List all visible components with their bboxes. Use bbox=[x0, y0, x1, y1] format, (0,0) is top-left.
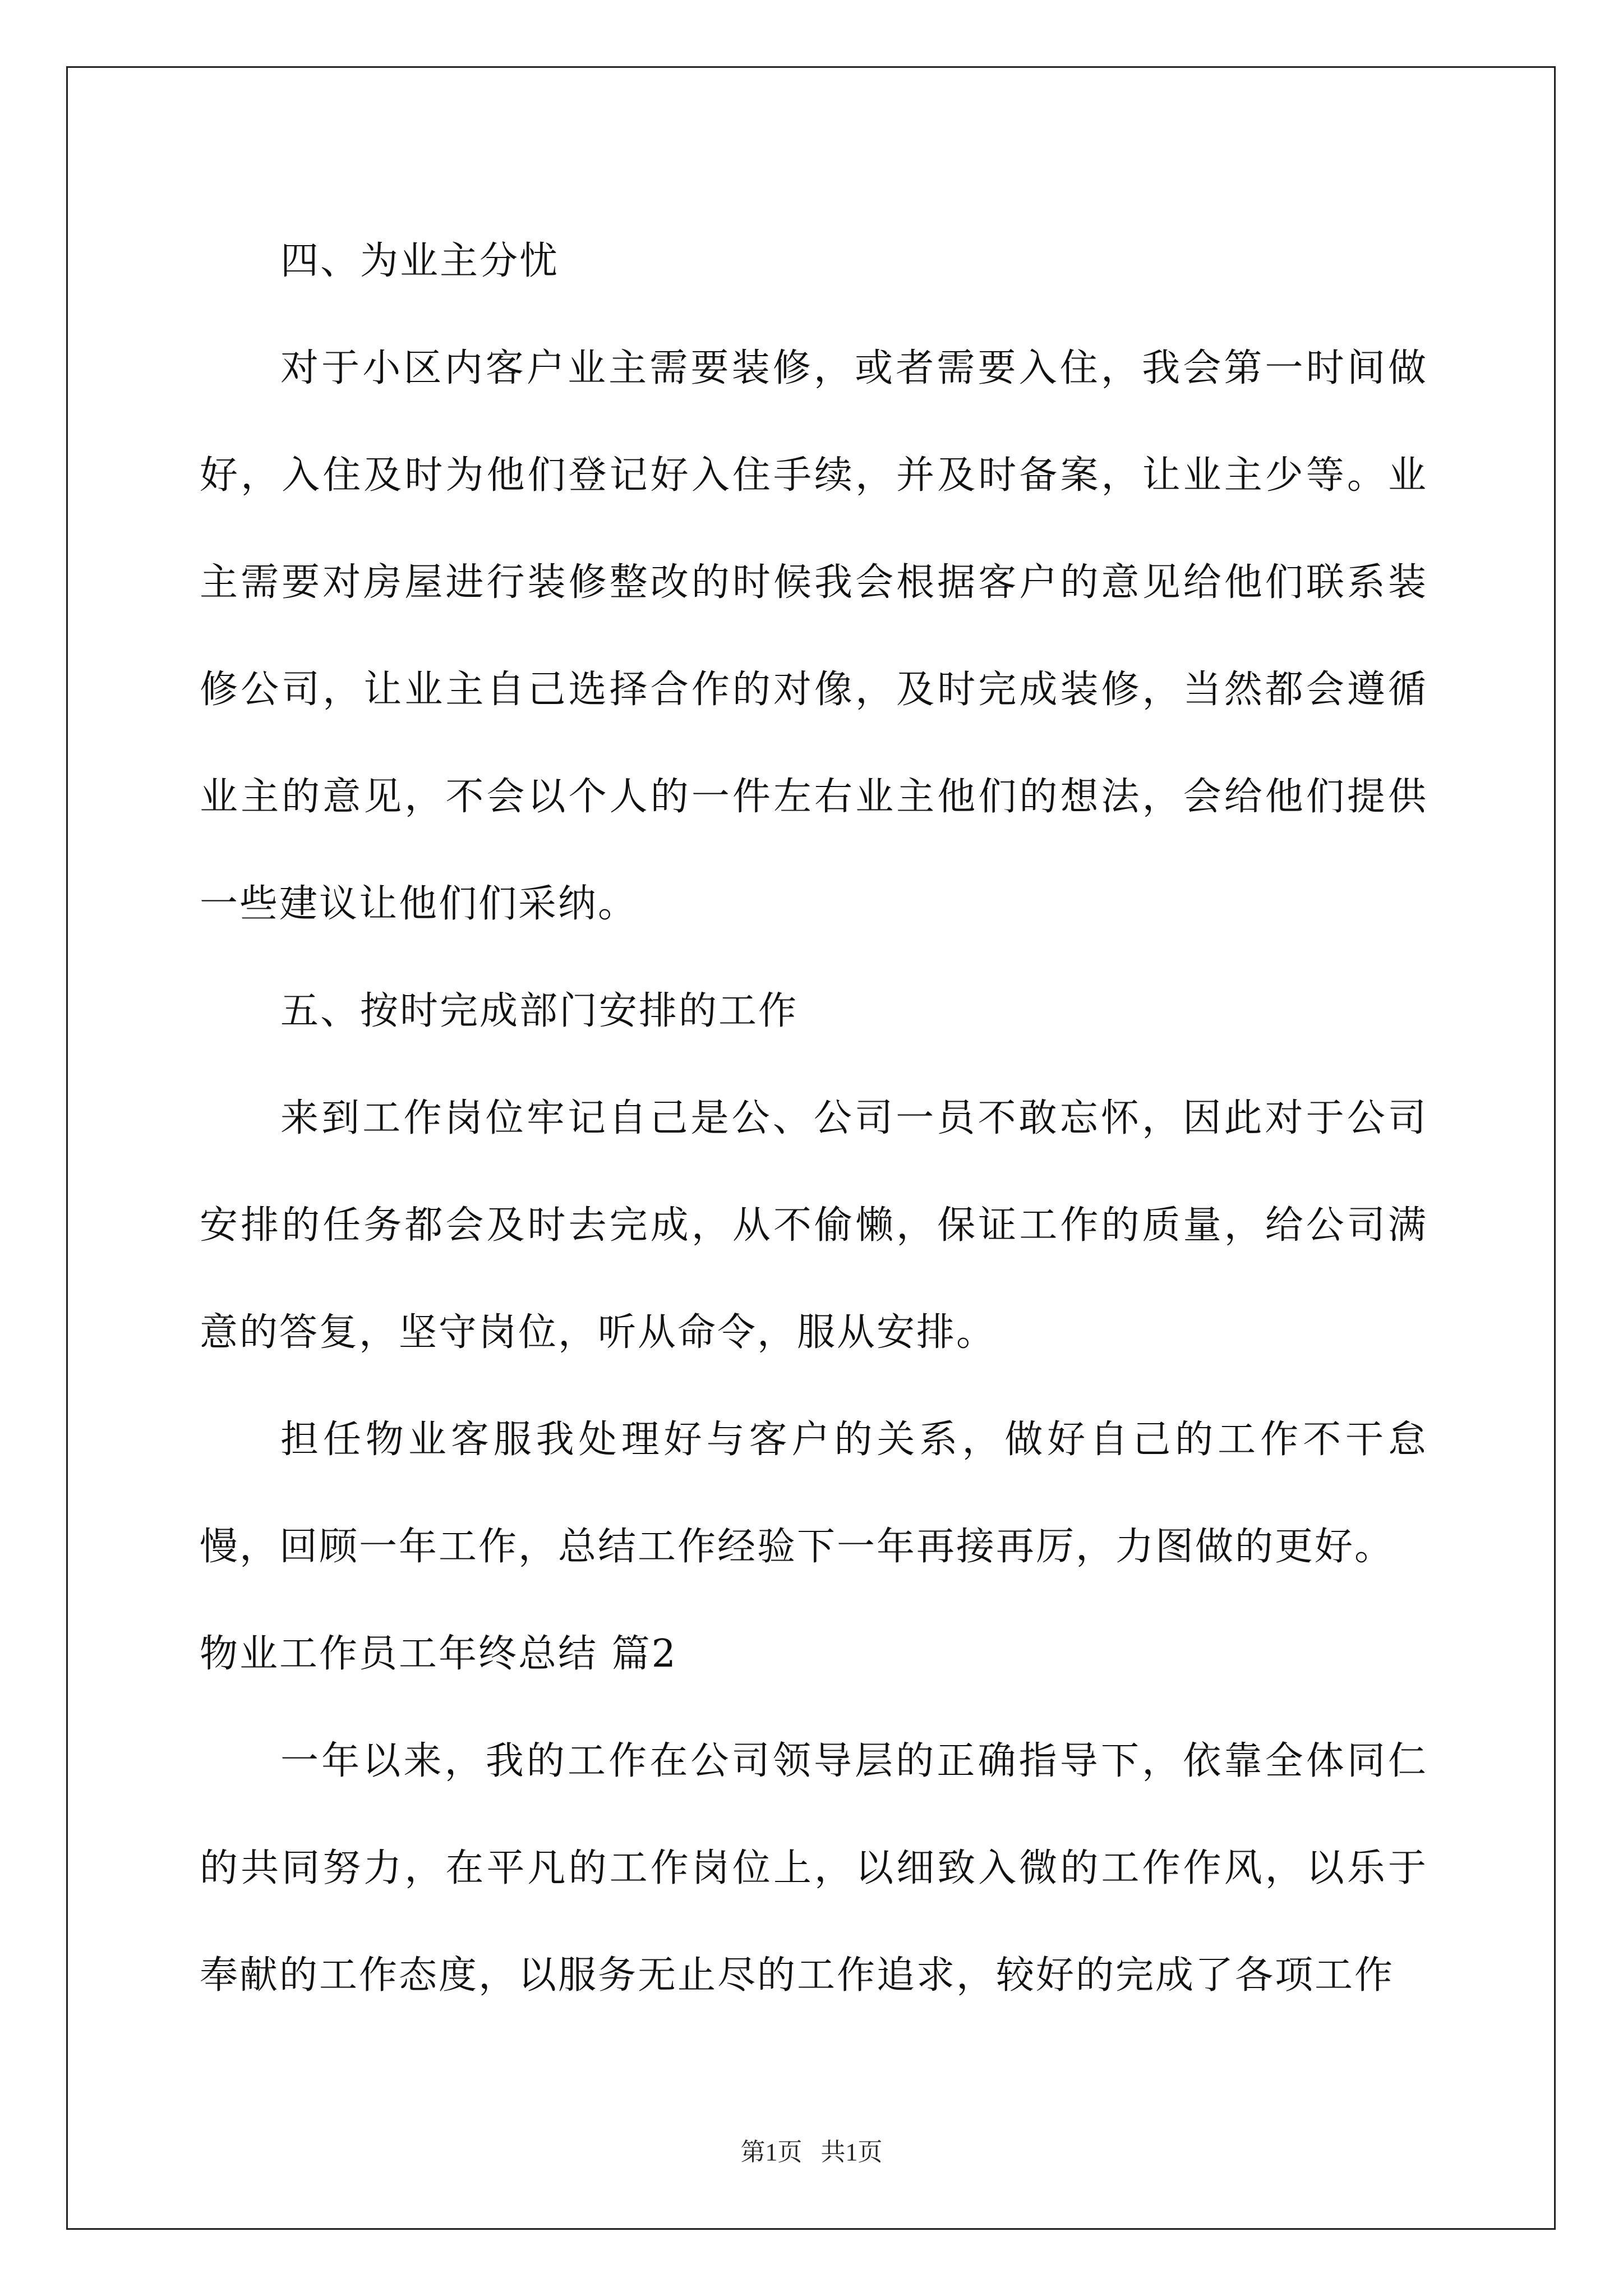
document-body bbox=[200, 208, 1428, 2029]
article-title-2: 物业工作员工年终总结 篇2 bbox=[200, 1632, 677, 1676]
section-heading-4: 四、为业主分忧 bbox=[280, 239, 560, 283]
section-heading-5: 五、按时完成部门安排的工作 bbox=[280, 989, 799, 1033]
paragraph-duty: 来到工作岗位牢记自己是公、公司一员不敢忘怀，因此对于公司安排的任务都会及时去完成，从不偷懒，保证工作的质量，给公司满意的答复，坚守岗位，听从命令，服从安排。 bbox=[200, 1096, 1428, 1355]
paragraph-renovation: 对于小区内客户业主需要装修，或者需要入住，我会第一时间做好，入住及时为他们登记好入住手续，并及时备案，让业主少等。业主需要对房屋进行装修整改的时候我会根据客户的意见给他们联系装修公司，让业主自己选择合作的对像，及时完成装修，当然都会遵循业主的意见，不会以个人的一件左右业主他们的想法，会给他们提供一些建议让他们们采纳。 bbox=[200, 346, 1428, 926]
page-number-footer: 第1页 共1页 bbox=[740, 2138, 883, 2166]
paragraph-summary: 担任物业客服我处理好与客户的关系，做好自己的工作不干怠慢，回顾一年工作，总结工作经验下一年再接再厉，力图做的更好。 bbox=[200, 1418, 1428, 1569]
paragraph-intro-2: 一年以来，我的工作在公司领导层的正确指导下，依靠全体同仁的共同努力，在平凡的工作岗位上，以细致入微的工作作风，以乐于奉献的工作态度，以服务无止尽的工作追求，较好的完成了各项工作 bbox=[200, 1739, 1428, 1998]
